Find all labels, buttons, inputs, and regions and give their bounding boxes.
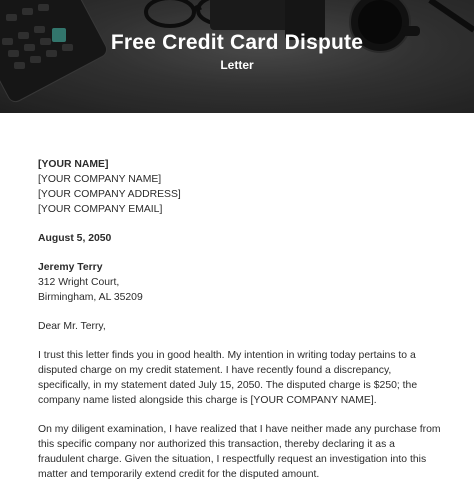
paragraph-line: matter and temporarily extend credit for the disputed amount. [38, 469, 320, 480]
paragraph-line: I trust this letter finds you in good health. My intention in writing today pertains to a [38, 350, 416, 361]
sender-company: [YOUR COMPANY NAME] [38, 174, 162, 185]
header-banner [0, 0, 474, 113]
banner-title: Free Credit Card Dispute [110, 31, 364, 54]
recipient-name: Jeremy Terry [38, 262, 103, 273]
paragraph-1 [38, 348, 436, 408]
desk-background-image [0, 0, 474, 113]
paragraph-line: disputed charge on my credit statement. I have recently found a discrepancy, [38, 365, 392, 376]
paragraph-line: specifically, in my statement dated July 15, 2050. The disputed charge is $250; the [38, 380, 418, 391]
paragraph-line: fraudulent charge. Given the situation, I respectfully request an investigation into this [38, 454, 427, 465]
sender-name: [YOUR NAME] [38, 159, 109, 170]
letter-body [38, 157, 441, 482]
paragraph-2 [38, 422, 441, 482]
sender-address: [YOUR COMPANY ADDRESS] [38, 189, 181, 200]
recipient-street: 312 Wright Court, [38, 277, 120, 288]
letter-date: August 5, 2050 [38, 233, 112, 244]
recipient-city: Birmingham, AL 35209 [38, 292, 143, 303]
salutation: Dear Mr. Terry, [38, 321, 106, 332]
paragraph-line: this specific company nor authorized this transaction, thereby declaring it as a [38, 439, 395, 450]
paragraph-line: On my diligent examination, I have realized that I have neither made any purchase from [38, 424, 441, 435]
sender-email: [YOUR COMPANY EMAIL] [38, 204, 163, 215]
banner-subtitle: Letter [220, 58, 254, 72]
paragraph-line: company name listed alongside this charge is [YOUR COMPANY NAME]. [38, 395, 377, 406]
